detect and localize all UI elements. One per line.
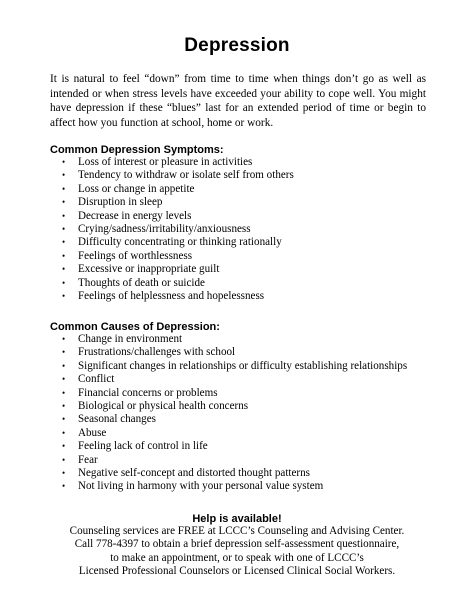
bullet-icon: • bbox=[62, 250, 66, 261]
list-item-text: Fear bbox=[78, 453, 98, 466]
list-item bbox=[62, 454, 407, 467]
list-item bbox=[62, 290, 294, 303]
list-item-text: Seasonal changes bbox=[78, 413, 156, 426]
symptoms-heading: Common Depression Symptoms: bbox=[50, 144, 224, 156]
help-line: to make an appointment, or to speak with one of LCCC’s bbox=[110, 551, 364, 564]
list-item bbox=[62, 387, 407, 400]
list-item bbox=[62, 360, 407, 373]
list-item bbox=[62, 333, 407, 346]
bullet-icon: • bbox=[62, 468, 66, 479]
list-item-text: Tendency to withdraw or isolate self from others bbox=[78, 169, 294, 182]
list-item-text: Significant changes in relationships or difficulty establishing relationships bbox=[78, 359, 408, 372]
page-title: Depression bbox=[184, 35, 290, 56]
bullet-icon: • bbox=[62, 454, 66, 465]
list-item-text: Financial concerns or problems bbox=[78, 386, 218, 399]
list-item bbox=[62, 210, 294, 223]
bullet-icon: • bbox=[62, 210, 66, 221]
list-item bbox=[62, 250, 294, 263]
list-item-text: Change in environment bbox=[78, 333, 183, 345]
list-item bbox=[62, 467, 407, 480]
bullet-icon: • bbox=[62, 427, 66, 438]
list-item bbox=[62, 400, 407, 413]
list-item-text: Not living in harmony with your personal value system bbox=[78, 480, 324, 493]
list-item-text: Negative self-concept and distorted thought patterns bbox=[78, 467, 310, 480]
list-item-text: Decrease in energy levels bbox=[78, 209, 192, 222]
list-item-text: Feeling lack of control in life bbox=[78, 440, 208, 453]
bullet-icon: • bbox=[62, 387, 66, 398]
list-item bbox=[62, 346, 407, 359]
help-line: Counseling services are FREE at LCCC’s Counseling and Advising Center. bbox=[69, 525, 405, 537]
list-item bbox=[62, 480, 407, 493]
list-item-text: Thoughts of death or suicide bbox=[78, 276, 205, 289]
bullet-icon: • bbox=[62, 224, 66, 235]
list-item-text: Loss of interest or pleasure in activities bbox=[78, 156, 253, 168]
list-item bbox=[62, 440, 407, 453]
symptoms-list bbox=[62, 156, 294, 303]
bullet-icon: • bbox=[62, 170, 66, 181]
help-line: Call 778-4397 to obtain a brief depression self-assessment questionnaire, bbox=[74, 538, 400, 551]
bullet-icon: • bbox=[62, 347, 66, 358]
list-item bbox=[62, 263, 294, 276]
list-item bbox=[62, 413, 407, 426]
help-heading: Help is available! bbox=[192, 513, 282, 525]
bullet-icon: • bbox=[62, 277, 66, 288]
list-item-text: Loss or change in appetite bbox=[78, 182, 195, 195]
bullet-icon: • bbox=[62, 197, 66, 208]
bullet-icon: • bbox=[62, 237, 66, 248]
list-item-text: Excessive or inappropriate guilt bbox=[78, 263, 220, 276]
bullet-icon: • bbox=[62, 414, 66, 425]
intro-paragraph: It is natural to feel “down” from time to time when things don’t go as well as intended or when stress levels have exceeded your ability to cope well. You might have depression if these “blues” last for an extended period of time or begin to affect how you function at school, home or work. bbox=[50, 73, 426, 129]
bullet-icon: • bbox=[62, 183, 66, 194]
bullet-icon: • bbox=[62, 157, 66, 167]
list-item bbox=[62, 277, 294, 290]
list-item bbox=[62, 196, 294, 209]
bullet-icon: • bbox=[62, 481, 66, 492]
bullet-icon: • bbox=[62, 264, 66, 275]
causes-heading: Common Causes of Depression: bbox=[50, 321, 220, 333]
list-item-text: Crying/sadness/irritability/anxiousness bbox=[78, 223, 251, 236]
help-line: Licensed Professional Counselors or Licensed Clinical Social Workers. bbox=[78, 565, 396, 578]
list-item-text: Conflict bbox=[78, 373, 115, 386]
list-item bbox=[62, 223, 294, 236]
list-item-text: Difficulty concentrating or thinking rationally bbox=[78, 236, 282, 249]
bullet-icon: • bbox=[62, 441, 66, 452]
help-body bbox=[0, 525, 474, 579]
list-item bbox=[62, 427, 407, 440]
list-item bbox=[62, 373, 407, 386]
bullet-icon: • bbox=[62, 360, 66, 371]
list-item bbox=[62, 183, 294, 196]
list-item-text: Abuse bbox=[78, 426, 107, 439]
bullet-icon: • bbox=[62, 291, 66, 302]
list-item bbox=[62, 236, 294, 249]
list-item bbox=[62, 169, 294, 182]
bullet-icon: • bbox=[62, 401, 66, 412]
list-item-text: Disruption in sleep bbox=[78, 196, 163, 209]
bullet-icon: • bbox=[62, 374, 66, 385]
list-item-text: Frustrations/challenges with school bbox=[78, 346, 236, 359]
list-item-text: Biological or physical health concerns bbox=[78, 400, 249, 413]
list-item bbox=[62, 156, 294, 169]
list-item-text: Feelings of helplessness and hopelessness bbox=[78, 290, 265, 303]
bullet-icon: • bbox=[62, 334, 66, 344]
list-item-text: Feelings of worthlessness bbox=[78, 249, 193, 262]
causes-list bbox=[62, 333, 407, 494]
